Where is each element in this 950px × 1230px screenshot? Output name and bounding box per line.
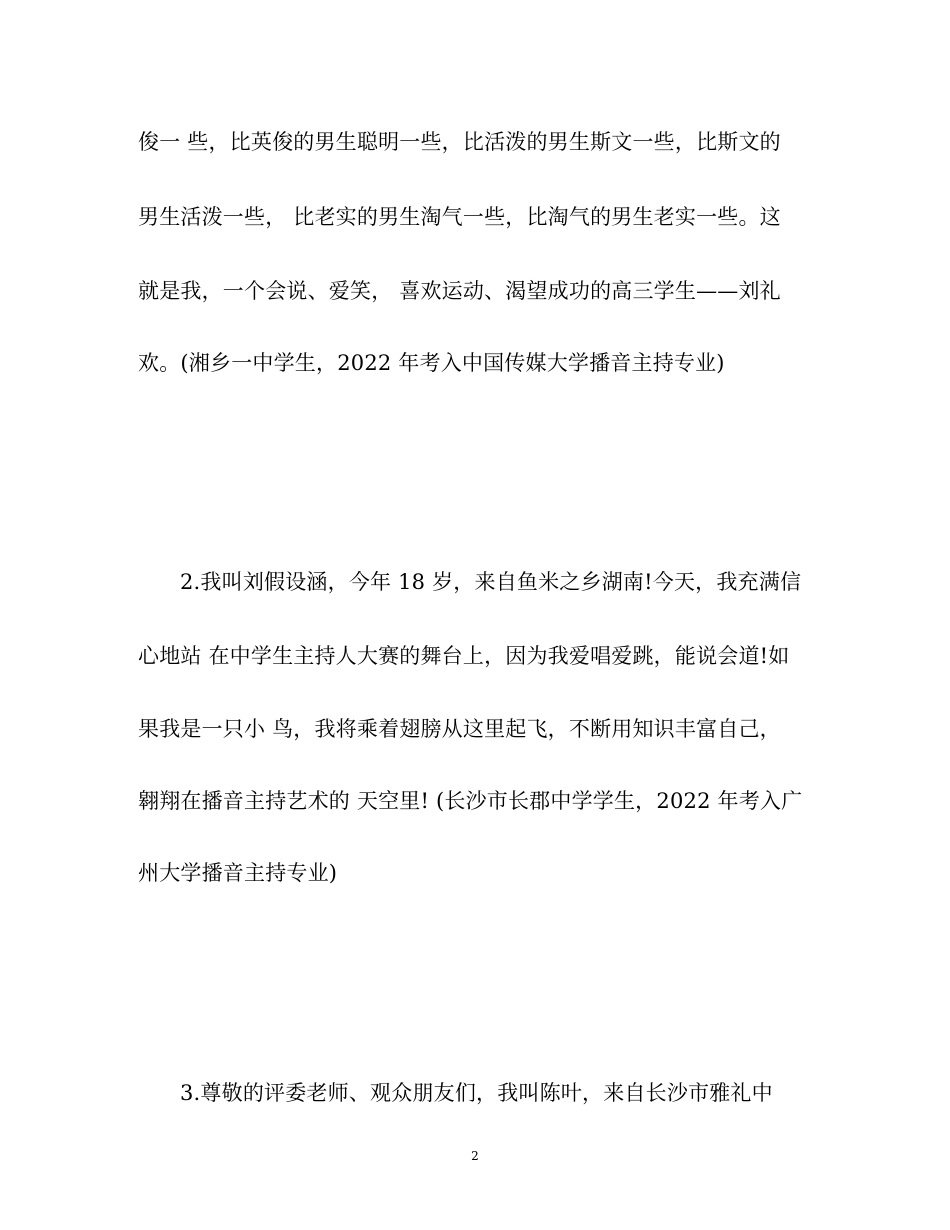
paragraph-line: 果我是一只小 鸟，我将乘着翅膀从这里起飞，不断用知识丰富自己，	[138, 717, 781, 741]
paragraph-line: 欢。(湘乡一中学生，2022 年考入中国传媒大学播音主持专业)	[138, 351, 725, 375]
paragraph-line: 俊一 些，比英俊的男生聪明一些，比活泼的男生斯文一些，比斯文的	[138, 130, 781, 154]
paragraph-line: 3.尊敬的评委老师、观众朋友们，我叫陈叶，来自长沙市雅礼中	[180, 1081, 773, 1105]
page-number: 2	[471, 1149, 479, 1163]
paragraph-line: 男生活泼一些， 比老实的男生淘气一些，比淘气的男生老实一些。这	[138, 205, 781, 229]
paragraph-line: 翱翔在播音主持艺术的 天空里! (长沙市长郡中学学生，2022 年考入广	[138, 789, 803, 813]
paragraph-line: 2.我叫刘假设涵，今年 18 岁，来自鱼米之乡湖南!今天，我充满信	[180, 570, 802, 594]
paragraph-line: 州大学播音主持专业)	[138, 861, 338, 885]
paragraph-line: 就是我，一个会说、爱笑， 喜欢运动、渴望成功的高三学生——刘礼	[138, 279, 781, 303]
paragraph-line: 心地站 在中学生主持人大赛的舞台上，因为我爱唱爱跳，能说会道!如	[138, 644, 790, 668]
